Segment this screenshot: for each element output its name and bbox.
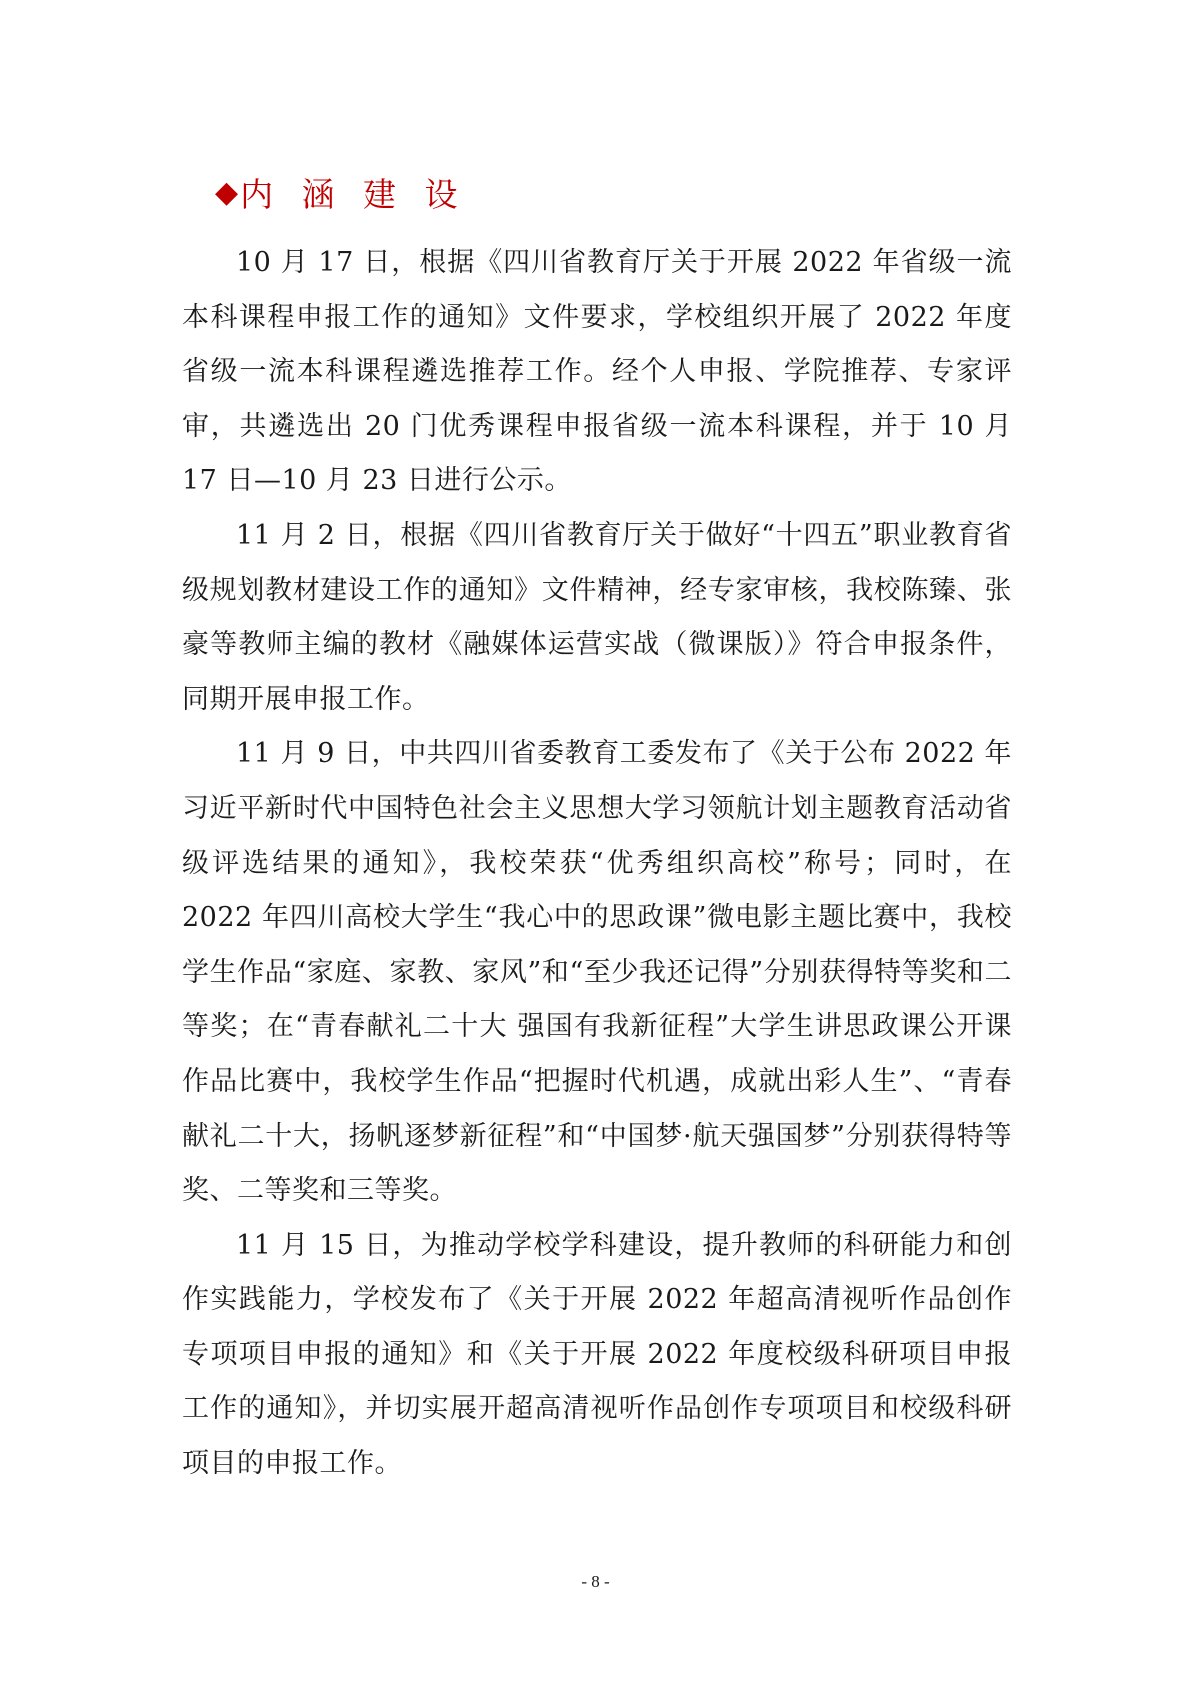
section-heading bbox=[215, 170, 467, 214]
paragraph-course-selection: 10 月 17 日，根据《四川省教育厅关于开展 2022 年省级一流本科课程申报工作的通知》文件要求，学校组织开展了 2022 年度省级一流本科课程遴选推荐工作。经个人申报、学院推荐、专家评审，共遴选出 20 门优秀课程申报省级一流本科课程，并于 10 月 17 日—10 月 23 日进行公示。 bbox=[182, 247, 1012, 497]
diamond-bullet-icon: ◆ bbox=[215, 174, 239, 210]
body-text bbox=[182, 236, 1012, 1492]
section-title: 内 涵 建 设 bbox=[240, 174, 467, 214]
paragraph-awards: 11 月 9 日，中共四川省委教育工委发布了《关于公布 2022 年习近平新时代中国特色社会主义思想大学习领航计划主题教育活动省级评选结果的通知》，我校荣获“优秀组织高校”称号；同时，在 2022 年四川高校大学生“我心中的思政课”微电影主题比赛中，我校学生作品“家庭、家教、家风”和“至少我还记得”分别获得特等奖和二等奖；在“青春献礼二十大 强国有我新征程”大学生讲思政课公开课作品比赛中，我校学生作品“把握时代机遇，成就出彩人生”、“青春献礼二十大，扬帆逐梦新征程”和“中国梦·航天强国梦”分别获得特等奖、二等奖和三等奖。 bbox=[182, 738, 1012, 1207]
paragraph-textbook-application: 11 月 2 日，根据《四川省教育厅关于做好“十四五”职业教育省级规划教材建设工作的通知》文件精神，经专家审核，我校陈臻、张豪等教师主编的教材《融媒体运营实战（微课版）》符合申报条件，同期开展申报工作。 bbox=[182, 519, 1012, 715]
page-number: - 8 - bbox=[581, 1572, 610, 1591]
paragraph-research-projects: 11 月 15 日，为推动学校学科建设，提升教师的科研能力和创作实践能力，学校发布了《关于开展 2022 年超高清视听作品创作专项项目申报的通知》和《关于开展 2022 年度校级科研项目申报工作的通知》，并切实展开超高清视听作品创作专项项目和校级科研项目的申报工作。 bbox=[182, 1229, 1012, 1480]
